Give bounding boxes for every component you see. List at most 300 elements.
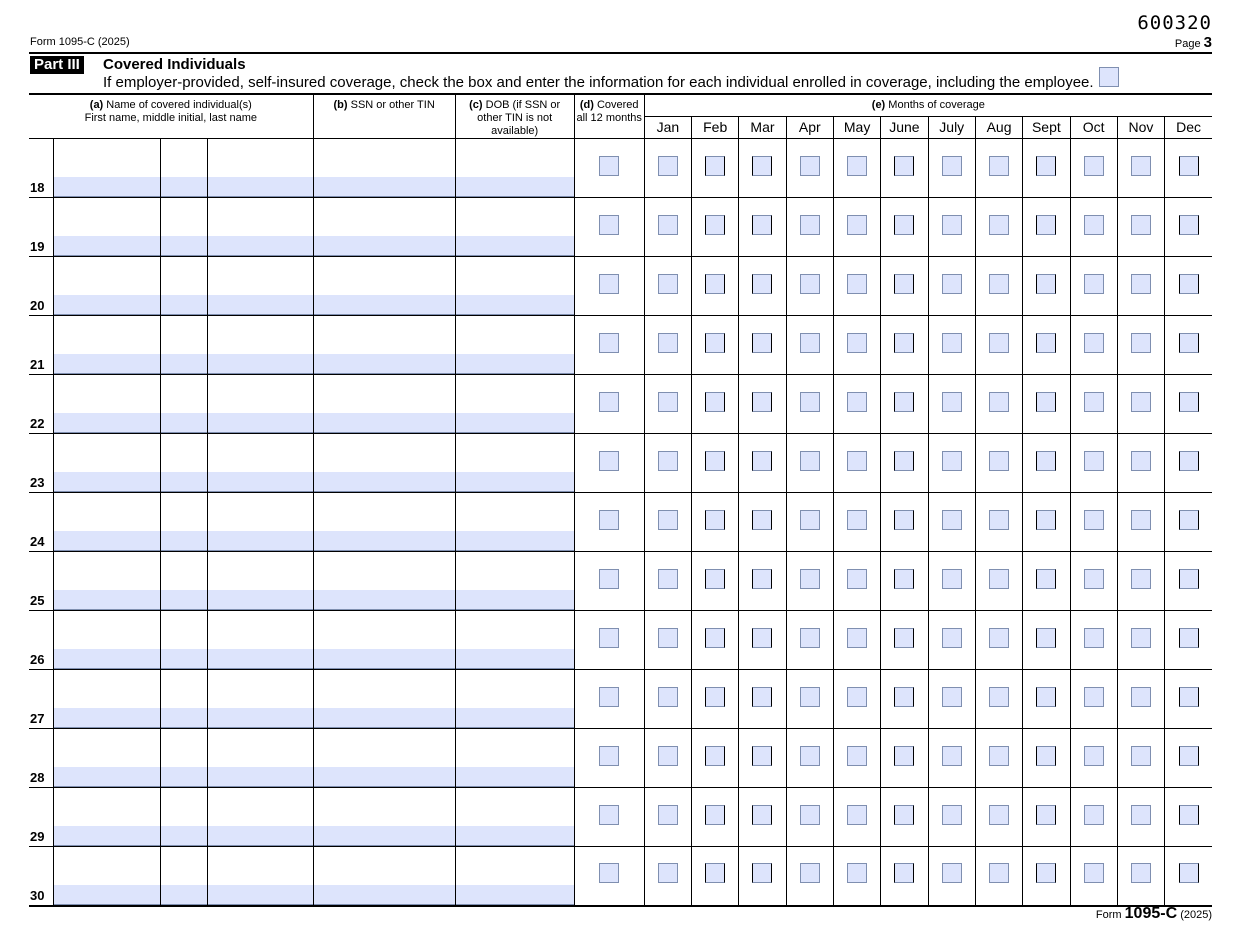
month-checkbox-aug[interactable] <box>989 392 1009 412</box>
month-checkbox-dec[interactable] <box>1179 392 1199 412</box>
cell-month-dec <box>1165 257 1212 316</box>
month-checkbox-aug[interactable] <box>989 628 1009 648</box>
month-checkbox-sept[interactable] <box>1036 156 1056 176</box>
month-checkbox-oct[interactable] <box>1084 333 1104 353</box>
cell-ssn <box>313 375 455 434</box>
month-checkbox-aug[interactable] <box>989 333 1009 353</box>
first-input[interactable] <box>54 295 160 315</box>
column-e-title: Months of coverage <box>885 99 985 111</box>
first-input[interactable] <box>54 885 160 905</box>
month-checkbox-oct[interactable] <box>1084 392 1104 412</box>
month-checkbox-may[interactable] <box>847 569 867 589</box>
cell-month-apr <box>786 552 833 611</box>
cell-month-jan <box>644 847 691 906</box>
month-checkbox-mar[interactable] <box>752 274 772 294</box>
month-checkbox-feb[interactable] <box>705 628 725 648</box>
ssn-input[interactable] <box>314 295 455 315</box>
month-header-aug: Aug <box>975 117 1022 139</box>
cell-month-feb <box>692 729 739 788</box>
month-checkbox-oct[interactable] <box>1084 510 1104 530</box>
mi-input[interactable] <box>161 354 207 374</box>
cell-all-12-months <box>574 198 644 257</box>
all-12-months-checkbox[interactable] <box>599 569 619 589</box>
dob-input[interactable] <box>456 354 574 374</box>
month-checkbox-jan[interactable] <box>658 805 678 825</box>
ssn-input[interactable] <box>314 767 455 787</box>
month-checkbox-dec[interactable] <box>1179 863 1199 883</box>
month-checkbox-jan[interactable] <box>658 687 678 707</box>
last-input[interactable] <box>208 295 313 315</box>
month-checkbox-oct[interactable] <box>1084 451 1104 471</box>
month-checkbox-oct[interactable] <box>1084 215 1104 235</box>
month-checkbox-mar[interactable] <box>752 156 772 176</box>
cell-month-mar <box>739 257 786 316</box>
month-checkbox-sept[interactable] <box>1036 510 1056 530</box>
dob-input[interactable] <box>456 472 574 492</box>
cell-month-feb <box>692 847 739 906</box>
last-input[interactable] <box>208 649 313 669</box>
cell-month-jan <box>644 493 691 552</box>
mi-input[interactable] <box>161 295 207 315</box>
month-checkbox-sept[interactable] <box>1036 569 1056 589</box>
dob-input[interactable] <box>456 826 574 846</box>
mi-input[interactable] <box>161 236 207 256</box>
dob-input[interactable] <box>456 649 574 669</box>
month-checkbox-feb[interactable] <box>705 569 725 589</box>
cell-ssn <box>313 434 455 493</box>
month-checkbox-mar[interactable] <box>752 510 772 530</box>
month-checkbox-july[interactable] <box>942 215 962 235</box>
month-checkbox-june[interactable] <box>894 687 914 707</box>
cell-all-12-months <box>574 670 644 729</box>
month-checkbox-nov[interactable] <box>1131 392 1151 412</box>
month-checkbox-july[interactable] <box>942 333 962 353</box>
month-checkbox-may[interactable] <box>847 746 867 766</box>
month-checkbox-mar[interactable] <box>752 746 772 766</box>
column-a-subtitle: First name, middle initial, last name <box>84 112 257 124</box>
month-checkbox-jan[interactable] <box>658 863 678 883</box>
cell-all-12-months <box>574 316 644 375</box>
all-12-months-checkbox[interactable] <box>599 215 619 235</box>
month-checkbox-oct[interactable] <box>1084 746 1104 766</box>
month-checkbox-nov[interactable] <box>1131 156 1151 176</box>
cell-month-sept <box>1023 493 1070 552</box>
cell-month-mar <box>739 493 786 552</box>
month-checkbox-sept[interactable] <box>1036 628 1056 648</box>
all-12-months-checkbox[interactable] <box>599 628 619 648</box>
dob-input[interactable] <box>456 885 574 905</box>
mi-input[interactable] <box>161 885 207 905</box>
cell-all-12-months <box>574 139 644 198</box>
last-input[interactable] <box>208 472 313 492</box>
month-checkbox-feb[interactable] <box>705 746 725 766</box>
month-checkbox-apr[interactable] <box>800 215 820 235</box>
month-checkbox-june[interactable] <box>894 628 914 648</box>
month-checkbox-nov[interactable] <box>1131 805 1151 825</box>
last-input[interactable] <box>208 885 313 905</box>
month-checkbox-july[interactable] <box>942 863 962 883</box>
month-checkbox-mar[interactable] <box>752 569 772 589</box>
ssn-input[interactable] <box>314 177 455 197</box>
month-checkbox-mar[interactable] <box>752 805 772 825</box>
month-checkbox-may[interactable] <box>847 863 867 883</box>
month-checkbox-nov[interactable] <box>1131 274 1151 294</box>
all-12-months-checkbox[interactable] <box>599 451 619 471</box>
dob-input[interactable] <box>456 177 574 197</box>
cell-month-apr <box>786 493 833 552</box>
cell-ssn <box>313 729 455 788</box>
month-header-mar: Mar <box>739 117 786 139</box>
cell-month-nov <box>1117 493 1164 552</box>
month-checkbox-may[interactable] <box>847 510 867 530</box>
month-checkbox-aug[interactable] <box>989 510 1009 530</box>
last-input[interactable] <box>208 354 313 374</box>
month-checkbox-aug[interactable] <box>989 215 1009 235</box>
month-checkbox-apr[interactable] <box>800 569 820 589</box>
month-checkbox-jan[interactable] <box>658 215 678 235</box>
ssn-input[interactable] <box>314 531 455 551</box>
cell-month-aug <box>975 788 1022 847</box>
mi-input[interactable] <box>161 767 207 787</box>
cell-dob <box>455 847 574 906</box>
cell-first <box>53 788 160 847</box>
column-b-title: SSN or other TIN <box>347 99 435 111</box>
month-checkbox-nov[interactable] <box>1131 746 1151 766</box>
last-input[interactable] <box>208 236 313 256</box>
month-checkbox-july[interactable] <box>942 392 962 412</box>
month-checkbox-june[interactable] <box>894 274 914 294</box>
month-checkbox-may[interactable] <box>847 215 867 235</box>
all-12-months-checkbox[interactable] <box>599 687 619 707</box>
month-checkbox-june[interactable] <box>894 333 914 353</box>
ssn-input[interactable] <box>314 708 455 728</box>
month-checkbox-dec[interactable] <box>1179 687 1199 707</box>
all-12-months-checkbox[interactable] <box>599 805 619 825</box>
mi-input[interactable] <box>161 472 207 492</box>
month-checkbox-feb[interactable] <box>705 392 725 412</box>
month-checkbox-dec[interactable] <box>1179 451 1199 471</box>
month-checkbox-june[interactable] <box>894 746 914 766</box>
month-checkbox-nov[interactable] <box>1131 451 1151 471</box>
month-checkbox-aug[interactable] <box>989 863 1009 883</box>
cell-all-12-months <box>574 611 644 670</box>
mi-input[interactable] <box>161 531 207 551</box>
month-checkbox-apr[interactable] <box>800 863 820 883</box>
month-checkbox-sept[interactable] <box>1036 451 1056 471</box>
first-input[interactable] <box>54 708 160 728</box>
first-input[interactable] <box>54 649 160 669</box>
dob-input[interactable] <box>456 531 574 551</box>
cell-month-oct <box>1070 257 1117 316</box>
all-12-months-checkbox[interactable] <box>599 392 619 412</box>
table-row <box>29 611 1212 670</box>
month-checkbox-july[interactable] <box>942 510 962 530</box>
all-12-months-checkbox[interactable] <box>599 746 619 766</box>
cell-month-aug <box>975 434 1022 493</box>
all-12-months-checkbox[interactable] <box>599 274 619 294</box>
cell-month-oct <box>1070 139 1117 198</box>
ssn-input[interactable] <box>314 472 455 492</box>
cell-month-july <box>928 375 975 434</box>
column-d-title: Covered all 12 months <box>576 99 642 124</box>
cell-month-may <box>833 375 880 434</box>
last-input[interactable] <box>208 590 313 610</box>
dob-input[interactable] <box>456 236 574 256</box>
month-checkbox-apr[interactable] <box>800 687 820 707</box>
month-checkbox-apr[interactable] <box>800 333 820 353</box>
month-checkbox-jan[interactable] <box>658 746 678 766</box>
month-checkbox-nov[interactable] <box>1131 569 1151 589</box>
cell-dob <box>455 139 574 198</box>
month-checkbox-dec[interactable] <box>1179 569 1199 589</box>
month-checkbox-oct[interactable] <box>1084 156 1104 176</box>
footer-prefix: Form <box>1095 909 1125 921</box>
cell-month-june <box>881 493 928 552</box>
mi-input[interactable] <box>161 826 207 846</box>
cell-month-sept <box>1023 316 1070 375</box>
mi-input[interactable] <box>161 413 207 433</box>
month-checkbox-july[interactable] <box>942 569 962 589</box>
cell-month-feb <box>692 198 739 257</box>
month-checkbox-aug[interactable] <box>989 805 1009 825</box>
self-insured-checkbox[interactable] <box>1099 67 1119 87</box>
month-checkbox-mar[interactable] <box>752 863 772 883</box>
ssn-input[interactable] <box>314 413 455 433</box>
cell-month-may <box>833 257 880 316</box>
month-checkbox-july[interactable] <box>942 805 962 825</box>
month-checkbox-nov[interactable] <box>1131 215 1151 235</box>
month-checkbox-may[interactable] <box>847 274 867 294</box>
all-12-months-checkbox[interactable] <box>599 510 619 530</box>
month-checkbox-mar[interactable] <box>752 333 772 353</box>
month-checkbox-aug[interactable] <box>989 156 1009 176</box>
mi-input[interactable] <box>161 708 207 728</box>
cell-month-sept <box>1023 611 1070 670</box>
cell-last <box>207 257 313 316</box>
month-checkbox-aug[interactable] <box>989 451 1009 471</box>
last-input[interactable] <box>208 177 313 197</box>
ssn-input[interactable] <box>314 236 455 256</box>
month-checkbox-apr[interactable] <box>800 392 820 412</box>
cell-month-june <box>881 788 928 847</box>
cell-last <box>207 611 313 670</box>
cell-last <box>207 552 313 611</box>
cell-month-nov <box>1117 729 1164 788</box>
month-checkbox-nov[interactable] <box>1131 687 1151 707</box>
cell-month-nov <box>1117 788 1164 847</box>
first-input[interactable] <box>54 826 160 846</box>
ssn-input[interactable] <box>314 590 455 610</box>
month-checkbox-june[interactable] <box>894 569 914 589</box>
all-12-months-checkbox[interactable] <box>599 863 619 883</box>
dob-input[interactable] <box>456 767 574 787</box>
month-checkbox-feb[interactable] <box>705 333 725 353</box>
month-checkbox-may[interactable] <box>847 156 867 176</box>
month-checkbox-oct[interactable] <box>1084 805 1104 825</box>
month-checkbox-sept[interactable] <box>1036 687 1056 707</box>
month-checkbox-aug[interactable] <box>989 569 1009 589</box>
month-checkbox-sept[interactable] <box>1036 274 1056 294</box>
mi-input[interactable] <box>161 177 207 197</box>
month-checkbox-nov[interactable] <box>1131 863 1151 883</box>
month-checkbox-apr[interactable] <box>800 274 820 294</box>
cell-ssn <box>313 552 455 611</box>
month-checkbox-june[interactable] <box>894 215 914 235</box>
month-checkbox-dec[interactable] <box>1179 215 1199 235</box>
month-checkbox-sept[interactable] <box>1036 392 1056 412</box>
month-checkbox-may[interactable] <box>847 392 867 412</box>
ssn-input[interactable] <box>314 354 455 374</box>
month-checkbox-apr[interactable] <box>800 451 820 471</box>
month-checkbox-jan[interactable] <box>658 451 678 471</box>
last-input[interactable] <box>208 413 313 433</box>
month-checkbox-feb[interactable] <box>705 805 725 825</box>
month-checkbox-oct[interactable] <box>1084 569 1104 589</box>
month-checkbox-jan[interactable] <box>658 510 678 530</box>
month-checkbox-mar[interactable] <box>752 451 772 471</box>
month-checkbox-july[interactable] <box>942 274 962 294</box>
first-input[interactable] <box>54 413 160 433</box>
month-checkbox-jan[interactable] <box>658 392 678 412</box>
table-row <box>29 139 1212 198</box>
month-checkbox-june[interactable] <box>894 156 914 176</box>
month-checkbox-may[interactable] <box>847 451 867 471</box>
month-checkbox-dec[interactable] <box>1179 510 1199 530</box>
month-checkbox-mar[interactable] <box>752 687 772 707</box>
dob-input[interactable] <box>456 295 574 315</box>
month-checkbox-feb[interactable] <box>705 510 725 530</box>
month-checkbox-jan[interactable] <box>658 569 678 589</box>
cell-month-june <box>881 139 928 198</box>
month-checkbox-june[interactable] <box>894 510 914 530</box>
month-checkbox-dec[interactable] <box>1179 274 1199 294</box>
month-checkbox-july[interactable] <box>942 687 962 707</box>
month-checkbox-dec[interactable] <box>1179 156 1199 176</box>
ssn-input[interactable] <box>314 649 455 669</box>
form-footer <box>1096 905 1212 923</box>
month-checkbox-july[interactable] <box>942 746 962 766</box>
cell-last <box>207 434 313 493</box>
month-checkbox-jan[interactable] <box>658 333 678 353</box>
first-input[interactable] <box>54 177 160 197</box>
month-checkbox-mar[interactable] <box>752 628 772 648</box>
month-checkbox-june[interactable] <box>894 863 914 883</box>
dob-input[interactable] <box>456 708 574 728</box>
month-checkbox-oct[interactable] <box>1084 274 1104 294</box>
month-checkbox-mar[interactable] <box>752 215 772 235</box>
month-checkbox-may[interactable] <box>847 805 867 825</box>
cell-month-july <box>928 670 975 729</box>
month-checkbox-sept[interactable] <box>1036 215 1056 235</box>
month-checkbox-may[interactable] <box>847 333 867 353</box>
month-checkbox-june[interactable] <box>894 392 914 412</box>
month-checkbox-feb[interactable] <box>705 274 725 294</box>
cell-month-feb <box>692 552 739 611</box>
month-checkbox-july[interactable] <box>942 156 962 176</box>
month-checkbox-june[interactable] <box>894 451 914 471</box>
month-checkbox-july[interactable] <box>942 628 962 648</box>
month-checkbox-oct[interactable] <box>1084 628 1104 648</box>
cell-month-mar <box>739 847 786 906</box>
month-checkbox-apr[interactable] <box>800 510 820 530</box>
month-checkbox-apr[interactable] <box>800 805 820 825</box>
month-checkbox-nov[interactable] <box>1131 628 1151 648</box>
month-checkbox-sept[interactable] <box>1036 746 1056 766</box>
month-checkbox-jan[interactable] <box>658 156 678 176</box>
month-checkbox-nov[interactable] <box>1131 333 1151 353</box>
cell-first <box>53 729 160 788</box>
first-input[interactable] <box>54 236 160 256</box>
dob-input[interactable] <box>456 590 574 610</box>
last-input[interactable] <box>208 767 313 787</box>
ssn-input[interactable] <box>314 826 455 846</box>
month-checkbox-may[interactable] <box>847 628 867 648</box>
month-checkbox-oct[interactable] <box>1084 687 1104 707</box>
month-checkbox-aug[interactable] <box>989 274 1009 294</box>
first-input[interactable] <box>54 767 160 787</box>
cell-month-feb <box>692 434 739 493</box>
month-checkbox-sept[interactable] <box>1036 333 1056 353</box>
cell-month-jan <box>644 316 691 375</box>
month-checkbox-nov[interactable] <box>1131 510 1151 530</box>
mi-input[interactable] <box>161 590 207 610</box>
month-checkbox-may[interactable] <box>847 687 867 707</box>
month-checkbox-dec[interactable] <box>1179 333 1199 353</box>
month-checkbox-sept[interactable] <box>1036 863 1056 883</box>
cell-mi <box>160 493 207 552</box>
month-checkbox-feb[interactable] <box>705 687 725 707</box>
last-input[interactable] <box>208 826 313 846</box>
all-12-months-checkbox[interactable] <box>599 156 619 176</box>
month-checkbox-apr[interactable] <box>800 746 820 766</box>
month-checkbox-june[interactable] <box>894 805 914 825</box>
month-checkbox-mar[interactable] <box>752 392 772 412</box>
month-checkbox-sept[interactable] <box>1036 805 1056 825</box>
ssn-input[interactable] <box>314 885 455 905</box>
month-checkbox-oct[interactable] <box>1084 863 1104 883</box>
month-checkbox-jan[interactable] <box>658 628 678 648</box>
first-input[interactable] <box>54 590 160 610</box>
first-input[interactable] <box>54 531 160 551</box>
mi-input[interactable] <box>161 649 207 669</box>
month-checkbox-feb[interactable] <box>705 863 725 883</box>
month-checkbox-dec[interactable] <box>1179 805 1199 825</box>
month-checkbox-apr[interactable] <box>800 628 820 648</box>
cell-month-sept <box>1023 552 1070 611</box>
first-input[interactable] <box>54 354 160 374</box>
month-checkbox-feb[interactable] <box>705 451 725 471</box>
cell-first <box>53 139 160 198</box>
all-12-months-checkbox[interactable] <box>599 333 619 353</box>
month-checkbox-aug[interactable] <box>989 746 1009 766</box>
month-checkbox-feb[interactable] <box>705 156 725 176</box>
last-input[interactable] <box>208 531 313 551</box>
month-checkbox-feb[interactable] <box>705 215 725 235</box>
month-checkbox-apr[interactable] <box>800 156 820 176</box>
column-a-title: Name of covered individual(s) <box>103 99 252 111</box>
month-checkbox-july[interactable] <box>942 451 962 471</box>
month-checkbox-dec[interactable] <box>1179 628 1199 648</box>
month-checkbox-aug[interactable] <box>989 687 1009 707</box>
dob-input[interactable] <box>456 413 574 433</box>
month-checkbox-jan[interactable] <box>658 274 678 294</box>
month-checkbox-dec[interactable] <box>1179 746 1199 766</box>
cell-month-mar <box>739 611 786 670</box>
first-input[interactable] <box>54 472 160 492</box>
last-input[interactable] <box>208 708 313 728</box>
cell-month-july <box>928 847 975 906</box>
cell-month-oct <box>1070 434 1117 493</box>
